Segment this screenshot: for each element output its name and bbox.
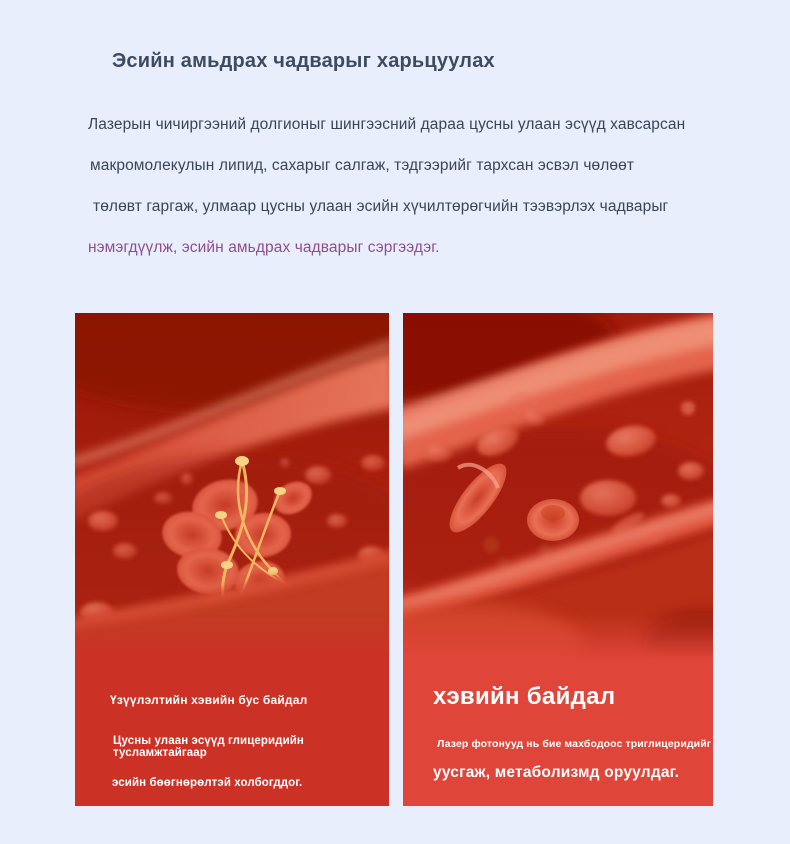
free-flowing-blood-cells-illustration bbox=[403, 313, 713, 660]
intro-line-2: макромолекулын липид, сахарыг салгаж, тэдгээрийг тархсан эсвэл чөлөөт bbox=[90, 157, 635, 174]
normal-title: хэвийн байдал bbox=[433, 683, 616, 710]
intro-line-1: Лазерын чичиргээний долгионыг шингээсний дараа цусны улаан эсүүд хавсарсан bbox=[88, 116, 686, 133]
normal-caption-panel bbox=[403, 660, 713, 806]
intro-line-3: төлөвт гаргаж, улмаар цусны улаан эсийн хүчилтөрөгчийн тээвэрлэх чадварыг bbox=[93, 198, 669, 215]
intro-paragraph bbox=[88, 117, 748, 281]
abnormal-title: Үзүүлэлтийн хэвийн бус байдал bbox=[110, 693, 308, 707]
intro-line-4-accent: нэмэгдүүлж, эсийн амьдрах чадварыг сэргээдэг. bbox=[88, 239, 440, 256]
abnormal-body-line-1: Цусны улаан эсүүд глицеридийн тусламжтайгаар bbox=[113, 735, 304, 759]
abnormal-body-line-2: эсийн бөөгнөрөлтэй холбогддог. bbox=[112, 777, 303, 789]
normal-body-line-2: уусгаж, метаболизмд оруулдаг. bbox=[433, 764, 680, 781]
abnormal-caption-panel bbox=[75, 660, 389, 806]
card-normal bbox=[403, 313, 713, 806]
page-title: Эсийн амьдрах чадварыг харьцуулах bbox=[112, 50, 495, 72]
card-abnormal bbox=[75, 313, 389, 806]
normal-body-line-1: Лазер фотонууд нь бие махбодоос триглицеридийг bbox=[437, 738, 712, 750]
clumped-blood-cells-illustration bbox=[75, 313, 389, 660]
comparison-cards bbox=[75, 313, 713, 806]
